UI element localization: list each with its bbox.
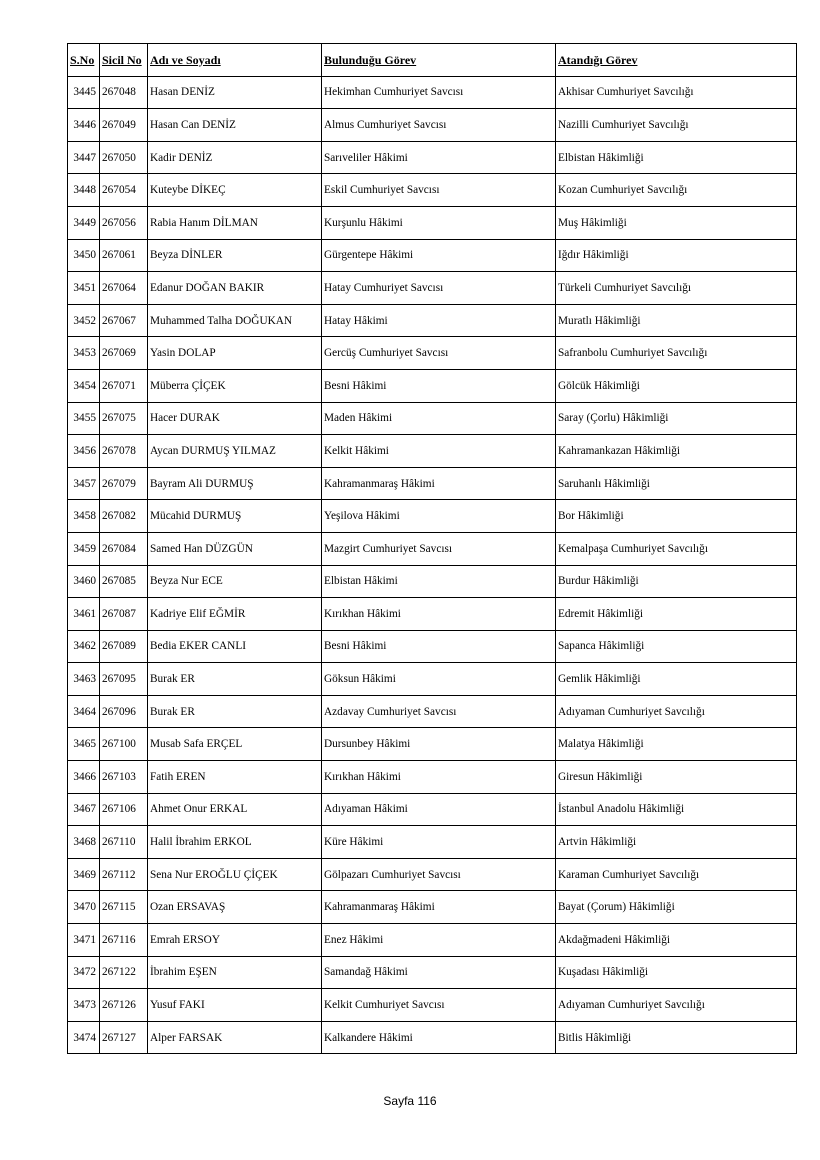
cell-assigned-post: Gemlik Hâkimliği (556, 663, 797, 696)
table-row (68, 272, 797, 305)
table-row (68, 728, 797, 761)
cell-name: Burak ER (148, 695, 322, 728)
cell-name: Ozan ERSAVAŞ (148, 891, 322, 924)
cell-sicil-no: 267064 (100, 272, 148, 305)
cell-name: Bayram Ali DURMUŞ (148, 467, 322, 500)
cell-sicil-no: 267103 (100, 761, 148, 794)
cell-current-post: Kalkandere Hâkimi (322, 1021, 556, 1054)
table-row (68, 174, 797, 207)
cell-assigned-post: Muratlı Hâkimliği (556, 304, 797, 337)
cell-sno: 3462 (68, 630, 100, 663)
cell-assigned-post: Kahramankazan Hâkimliği (556, 435, 797, 468)
cell-current-post: Kurşunlu Hâkimi (322, 206, 556, 239)
cell-sno: 3457 (68, 467, 100, 500)
cell-assigned-post: Edremit Hâkimliği (556, 598, 797, 631)
cell-name: Sena Nur EROĞLU ÇİÇEK (148, 858, 322, 891)
cell-current-post: Samandağ Hâkimi (322, 956, 556, 989)
cell-sicil-no: 267126 (100, 989, 148, 1022)
cell-sicil-no: 267054 (100, 174, 148, 207)
cell-sno: 3448 (68, 174, 100, 207)
cell-name: Samed Han DÜZGÜN (148, 532, 322, 565)
cell-name: Alper FARSAK (148, 1021, 322, 1054)
cell-sicil-no: 267085 (100, 565, 148, 598)
cell-current-post: Sarıveliler Hâkimi (322, 141, 556, 174)
cell-assigned-post: Artvin Hâkimliği (556, 826, 797, 859)
cell-current-post: Dursunbey Hâkimi (322, 728, 556, 761)
table-row (68, 630, 797, 663)
cell-assigned-post: Malatya Hâkimliği (556, 728, 797, 761)
cell-assigned-post: Akhisar Cumhuriyet Savcılığı (556, 76, 797, 109)
cell-sno: 3463 (68, 663, 100, 696)
cell-sno: 3445 (68, 76, 100, 109)
cell-current-post: Almus Cumhuriyet Savcısı (322, 109, 556, 142)
cell-name: Halil İbrahim ERKOL (148, 826, 322, 859)
cell-assigned-post: Saray (Çorlu) Hâkimliği (556, 402, 797, 435)
table-row (68, 663, 797, 696)
cell-name: Yasin DOLAP (148, 337, 322, 370)
table-row (68, 435, 797, 468)
cell-current-post: Yeşilova Hâkimi (322, 500, 556, 533)
cell-name: Musab Safa ERÇEL (148, 728, 322, 761)
cell-assigned-post: Bayat (Çorum) Hâkimliği (556, 891, 797, 924)
cell-sno: 3471 (68, 924, 100, 957)
page-number: Sayfa 116 (383, 1094, 437, 1108)
cell-sno: 3468 (68, 826, 100, 859)
cell-assigned-post: Gölcük Hâkimliği (556, 369, 797, 402)
cell-assigned-post: İstanbul Anadolu Hâkimliği (556, 793, 797, 826)
cell-assigned-post: Safranbolu Cumhuriyet Savcılığı (556, 337, 797, 370)
table-row (68, 695, 797, 728)
cell-current-post: Kahramanmaraş Hâkimi (322, 891, 556, 924)
cell-name: Aycan DURMUŞ YILMAZ (148, 435, 322, 468)
cell-name: Hasan DENİZ (148, 76, 322, 109)
cell-name: Edanur DOĞAN BAKIR (148, 272, 322, 305)
cell-name: Kuteybe DİKEÇ (148, 174, 322, 207)
cell-current-post: Elbistan Hâkimi (322, 565, 556, 598)
cell-sno: 3447 (68, 141, 100, 174)
cell-sno: 3464 (68, 695, 100, 728)
cell-assigned-post: Adıyaman Cumhuriyet Savcılığı (556, 695, 797, 728)
table-row (68, 337, 797, 370)
table-row (68, 761, 797, 794)
cell-sicil-no: 267050 (100, 141, 148, 174)
table-row (68, 793, 797, 826)
cell-name: Beyza DİNLER (148, 239, 322, 272)
cell-sno: 3456 (68, 435, 100, 468)
cell-sno: 3452 (68, 304, 100, 337)
cell-sno: 3451 (68, 272, 100, 305)
header-current-post: Bulunduğu Görev (322, 44, 556, 77)
cell-current-post: Gölpazarı Cumhuriyet Savcısı (322, 858, 556, 891)
cell-assigned-post: Nazilli Cumhuriyet Savcılığı (556, 109, 797, 142)
table-row (68, 206, 797, 239)
cell-sno: 3453 (68, 337, 100, 370)
cell-sno: 3459 (68, 532, 100, 565)
cell-sicil-no: 267071 (100, 369, 148, 402)
cell-current-post: Hekimhan Cumhuriyet Savcısı (322, 76, 556, 109)
cell-sicil-no: 267110 (100, 826, 148, 859)
cell-sicil-no: 267122 (100, 956, 148, 989)
cell-sno: 3465 (68, 728, 100, 761)
table-row (68, 109, 797, 142)
cell-assigned-post: Karaman Cumhuriyet Savcılığı (556, 858, 797, 891)
cell-current-post: Hatay Hâkimi (322, 304, 556, 337)
cell-assigned-post: Giresun Hâkimliği (556, 761, 797, 794)
table-row (68, 989, 797, 1022)
cell-sicil-no: 267106 (100, 793, 148, 826)
cell-name: Rabia Hanım DİLMAN (148, 206, 322, 239)
table-row (68, 402, 797, 435)
cell-sno: 3460 (68, 565, 100, 598)
cell-current-post: Göksun Hâkimi (322, 663, 556, 696)
cell-name: Burak ER (148, 663, 322, 696)
cell-current-post: Gürgentepe Hâkimi (322, 239, 556, 272)
cell-current-post: Kelkit Hâkimi (322, 435, 556, 468)
cell-assigned-post: Adıyaman Cumhuriyet Savcılığı (556, 989, 797, 1022)
table-row (68, 826, 797, 859)
cell-assigned-post: Bor Hâkimliği (556, 500, 797, 533)
cell-sicil-no: 267127 (100, 1021, 148, 1054)
table-row (68, 565, 797, 598)
cell-current-post: Kelkit Cumhuriyet Savcısı (322, 989, 556, 1022)
table-header-row (68, 44, 797, 77)
cell-name: Müberra ÇİÇEK (148, 369, 322, 402)
cell-sicil-no: 267056 (100, 206, 148, 239)
cell-sicil-no: 267115 (100, 891, 148, 924)
cell-name: Emrah ERSOY (148, 924, 322, 957)
cell-current-post: Eskil Cumhuriyet Savcısı (322, 174, 556, 207)
table-row (68, 598, 797, 631)
table-row (68, 891, 797, 924)
cell-name: Bedia EKER CANLI (148, 630, 322, 663)
cell-name: Mücahid DURMUŞ (148, 500, 322, 533)
cell-assigned-post: Muş Hâkimliği (556, 206, 797, 239)
cell-assigned-post: Sapanca Hâkimliği (556, 630, 797, 663)
cell-sicil-no: 267116 (100, 924, 148, 957)
cell-assigned-post: Bitlis Hâkimliği (556, 1021, 797, 1054)
cell-sno: 3474 (68, 1021, 100, 1054)
cell-sno: 3455 (68, 402, 100, 435)
table-row (68, 532, 797, 565)
cell-sicil-no: 267100 (100, 728, 148, 761)
cell-current-post: Gercüş Cumhuriyet Savcısı (322, 337, 556, 370)
cell-sno: 3470 (68, 891, 100, 924)
cell-sicil-no: 267061 (100, 239, 148, 272)
cell-sno: 3467 (68, 793, 100, 826)
cell-current-post: Adıyaman Hâkimi (322, 793, 556, 826)
table-row (68, 467, 797, 500)
cell-name: Fatih EREN (148, 761, 322, 794)
cell-name: Beyza Nur ECE (148, 565, 322, 598)
cell-sno: 3450 (68, 239, 100, 272)
cell-sno: 3449 (68, 206, 100, 239)
cell-sicil-no: 267067 (100, 304, 148, 337)
cell-current-post: Besni Hâkimi (322, 369, 556, 402)
table-row (68, 239, 797, 272)
cell-assigned-post: Türkeli Cumhuriyet Savcılığı (556, 272, 797, 305)
cell-sicil-no: 267095 (100, 663, 148, 696)
cell-sicil-no: 267075 (100, 402, 148, 435)
table-row (68, 1021, 797, 1054)
cell-current-post: Kırıkhan Hâkimi (322, 598, 556, 631)
cell-name: Ahmet Onur ERKAL (148, 793, 322, 826)
cell-current-post: Kırıkhan Hâkimi (322, 761, 556, 794)
cell-sicil-no: 267084 (100, 532, 148, 565)
header-sno: S.No (68, 44, 100, 77)
cell-current-post: Azdavay Cumhuriyet Savcısı (322, 695, 556, 728)
cell-sicil-no: 267112 (100, 858, 148, 891)
cell-sicil-no: 267096 (100, 695, 148, 728)
assignment-table (67, 43, 797, 1054)
cell-assigned-post: Elbistan Hâkimliği (556, 141, 797, 174)
cell-sno: 3469 (68, 858, 100, 891)
cell-sno: 3473 (68, 989, 100, 1022)
header-sicil-no: Sicil No (100, 44, 148, 77)
header-assigned-post: Atandığı Görev (556, 44, 797, 77)
cell-sicil-no: 267048 (100, 76, 148, 109)
table-row (68, 369, 797, 402)
cell-sno: 3458 (68, 500, 100, 533)
cell-current-post: Maden Hâkimi (322, 402, 556, 435)
cell-sicil-no: 267087 (100, 598, 148, 631)
cell-assigned-post: Kozan Cumhuriyet Savcılığı (556, 174, 797, 207)
cell-name: Hacer DURAK (148, 402, 322, 435)
cell-name: Kadriye Elif EĞMİR (148, 598, 322, 631)
table-row (68, 304, 797, 337)
table-row (68, 141, 797, 174)
cell-assigned-post: Kemalpaşa Cumhuriyet Savcılığı (556, 532, 797, 565)
table-row (68, 924, 797, 957)
cell-name: Kadir DENİZ (148, 141, 322, 174)
table-row (68, 858, 797, 891)
cell-sno: 3472 (68, 956, 100, 989)
cell-name: İbrahim EŞEN (148, 956, 322, 989)
cell-current-post: Besni Hâkimi (322, 630, 556, 663)
cell-assigned-post: Saruhanlı Hâkimliği (556, 467, 797, 500)
table-row (68, 956, 797, 989)
cell-sicil-no: 267049 (100, 109, 148, 142)
cell-assigned-post: Iğdır Hâkimliği (556, 239, 797, 272)
table-body (68, 76, 797, 1054)
cell-name: Hasan Can DENİZ (148, 109, 322, 142)
cell-assigned-post: Burdur Hâkimliği (556, 565, 797, 598)
cell-assigned-post: Kuşadası Hâkimliği (556, 956, 797, 989)
table-row (68, 500, 797, 533)
cell-sno: 3461 (68, 598, 100, 631)
cell-current-post: Hatay Cumhuriyet Savcısı (322, 272, 556, 305)
cell-current-post: Enez Hâkimi (322, 924, 556, 957)
cell-sicil-no: 267082 (100, 500, 148, 533)
cell-sno: 3446 (68, 109, 100, 142)
cell-current-post: Mazgirt Cumhuriyet Savcısı (322, 532, 556, 565)
cell-sicil-no: 267069 (100, 337, 148, 370)
cell-sicil-no: 267079 (100, 467, 148, 500)
cell-sicil-no: 267078 (100, 435, 148, 468)
header-name: Adı ve Soyadı (148, 44, 322, 77)
table-row (68, 76, 797, 109)
cell-current-post: Kahramanmaraş Hâkimi (322, 467, 556, 500)
cell-assigned-post: Akdağmadeni Hâkimliği (556, 924, 797, 957)
cell-sno: 3466 (68, 761, 100, 794)
cell-current-post: Küre Hâkimi (322, 826, 556, 859)
cell-sicil-no: 267089 (100, 630, 148, 663)
cell-name: Yusuf FAKI (148, 989, 322, 1022)
cell-sno: 3454 (68, 369, 100, 402)
cell-name: Muhammed Talha DOĞUKAN (148, 304, 322, 337)
